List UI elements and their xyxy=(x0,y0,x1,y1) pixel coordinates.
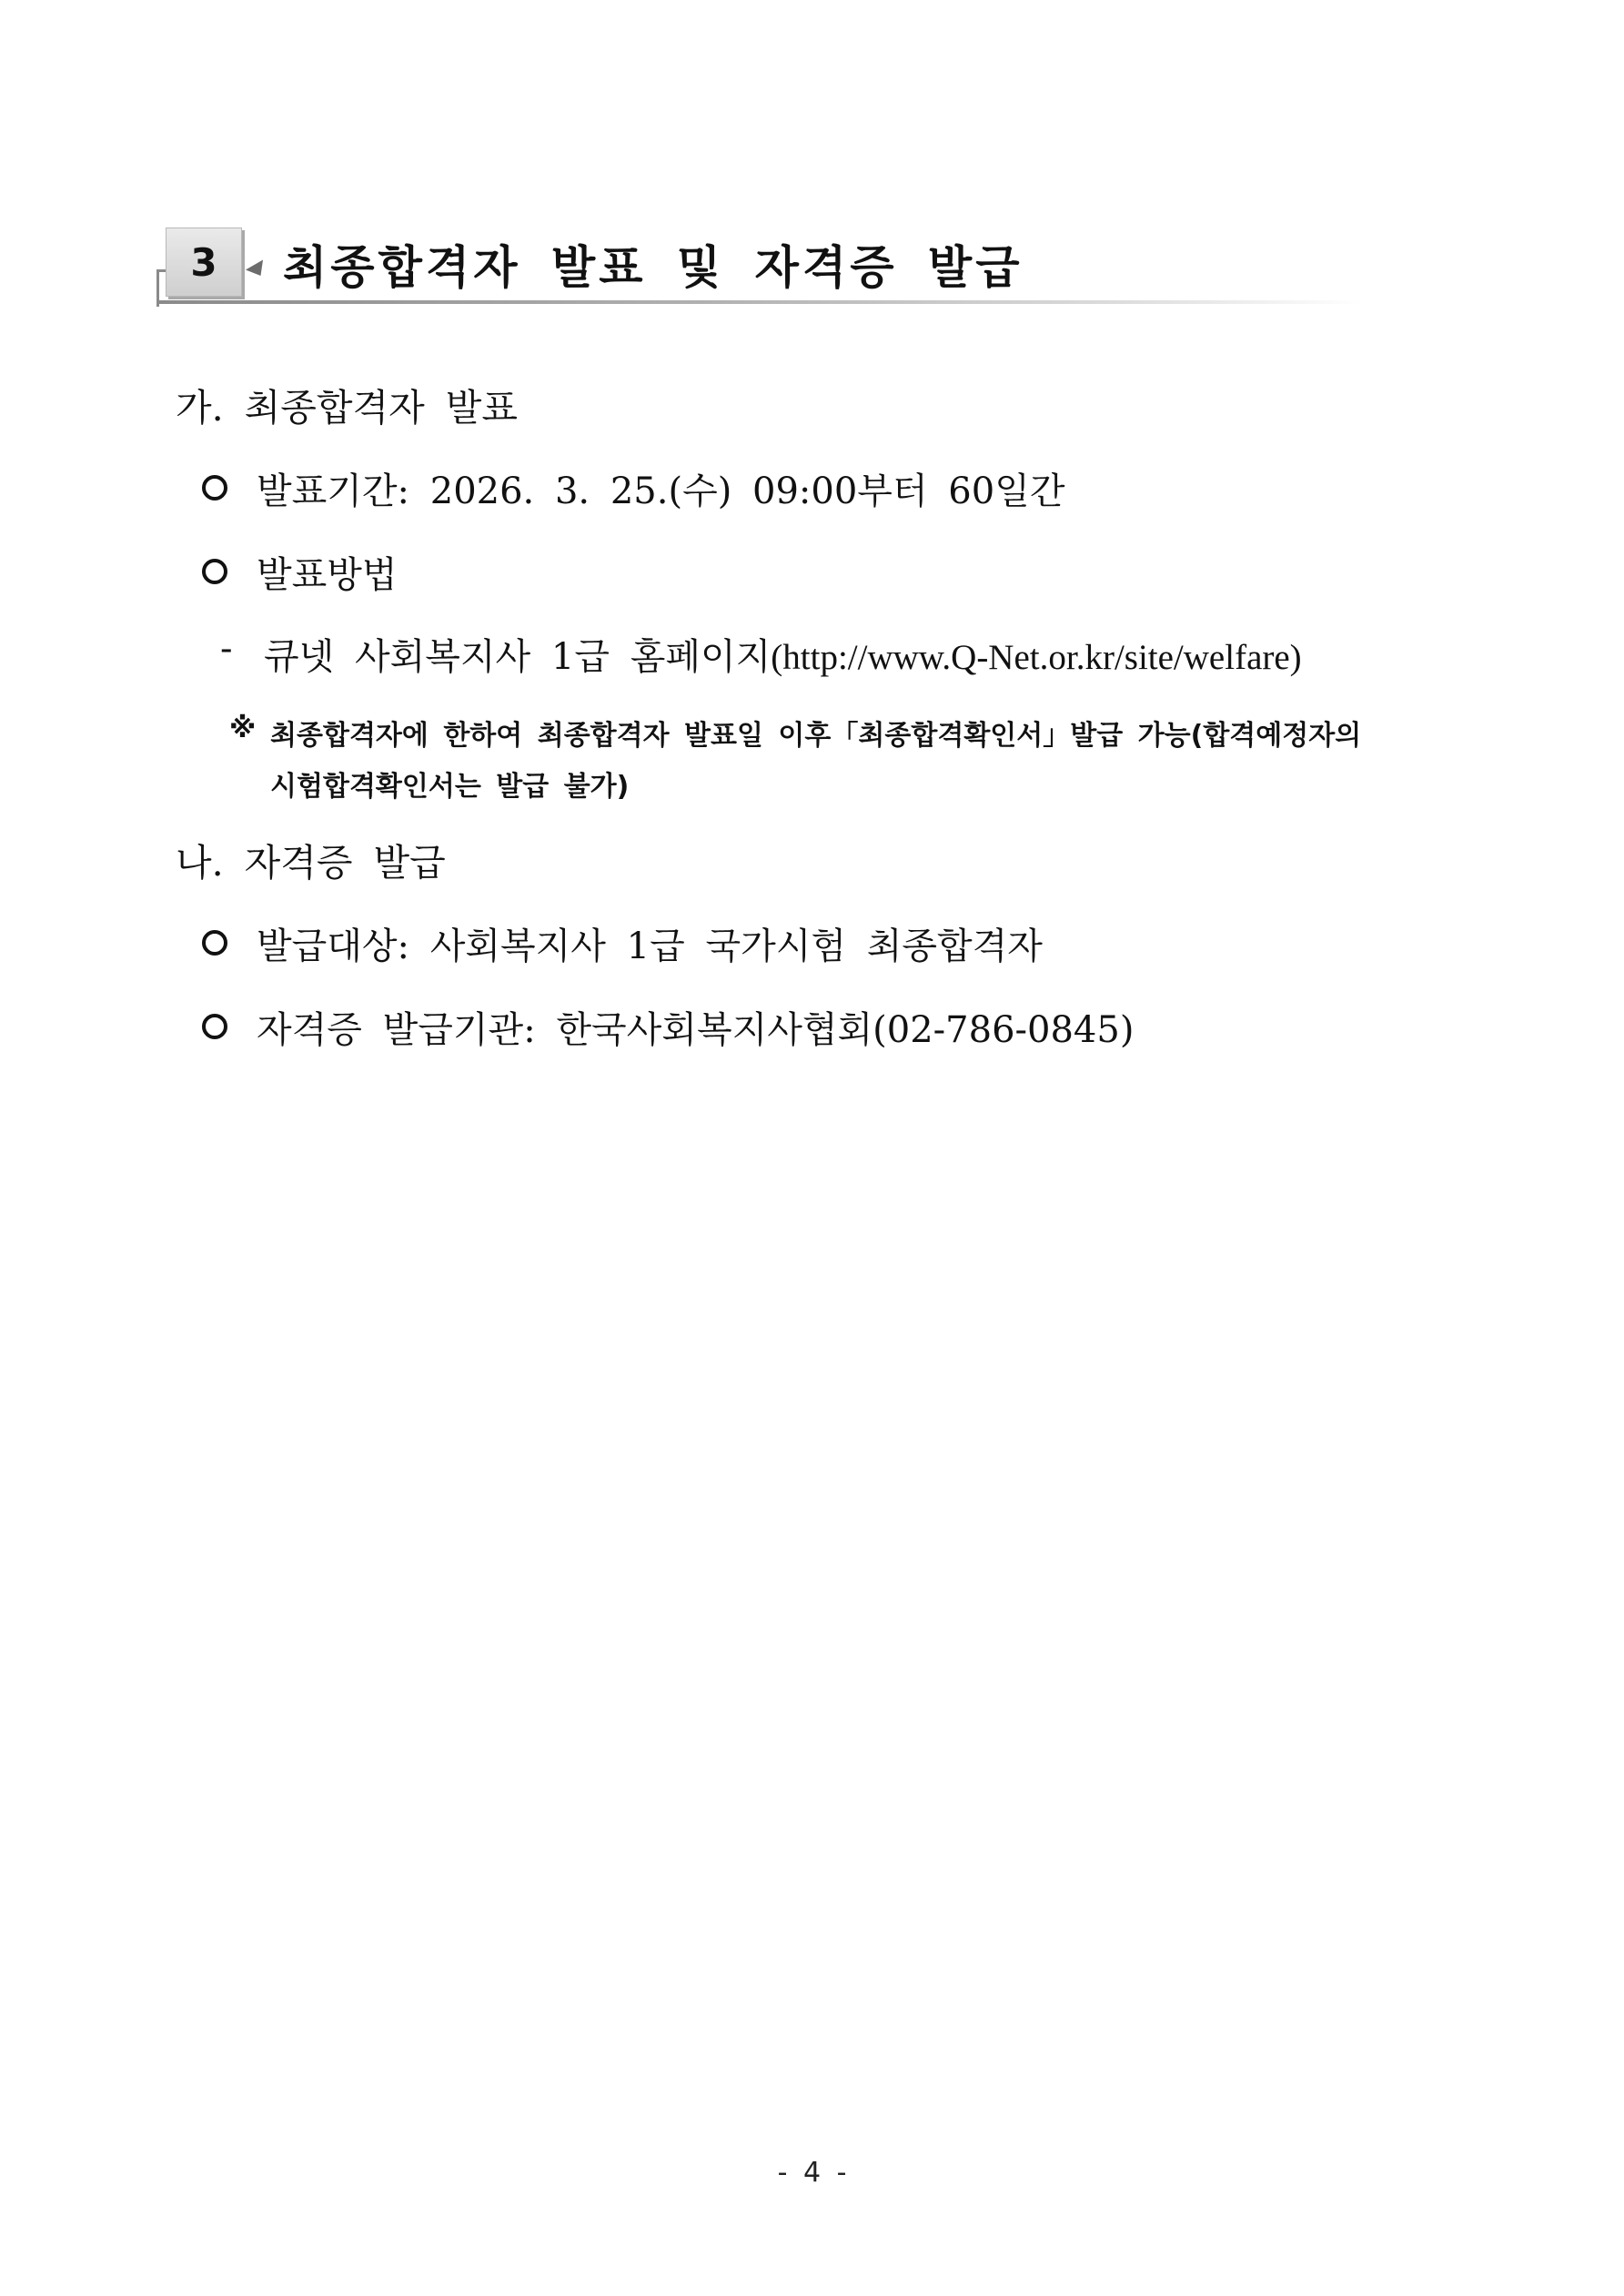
triangle-arrow-icon xyxy=(246,259,269,280)
circle-bullet-icon xyxy=(202,559,227,584)
issuing-agency: 자격증 발급기관: 한국사회복지사협회(02-786-0845) xyxy=(257,1009,1135,1051)
note-line-2: 시험합격확인서는 발급 불가) xyxy=(270,771,630,803)
dash-marker: - xyxy=(220,628,233,670)
method-detail xyxy=(264,628,1302,680)
page-number: - 4 - xyxy=(777,2157,847,2189)
section-number-box: 3 xyxy=(166,228,242,297)
circle-bullet-icon xyxy=(202,475,227,501)
header-underline xyxy=(156,300,1363,304)
subsection-heading-b: 나. 자격증 발급 xyxy=(176,841,446,885)
section-header xyxy=(153,226,1363,309)
subsection-heading-a: 가. 최종합격자 발표 xyxy=(176,386,518,430)
section-title: 최종합격자 발표 및 자격증 발급 xyxy=(283,241,1024,294)
note-line-1: 최종합격자에 한하여 최종합격자 발표일 이후「최종합격확인서」발급 가능(합격예정자의 xyxy=(270,720,1362,752)
announcement-method: 발표방법 xyxy=(257,554,398,596)
note-marker: ※ xyxy=(229,713,257,744)
qnet-url-link[interactable]: (http://www.Q-Net.or.kr/site/welfare) xyxy=(771,638,1302,677)
method-detail-text: 큐넷 사회복지사 1급 홈페이지 xyxy=(264,636,772,678)
circle-bullet-icon xyxy=(202,1014,227,1039)
issuance-target: 발급대상: 사회복지사 1급 국가시험 최종합격자 xyxy=(257,925,1043,967)
announcement-period: 발표기간: 2026. 3. 25.(수) 09:00부터 60일간 xyxy=(257,470,1065,512)
circle-bullet-icon xyxy=(202,930,227,956)
